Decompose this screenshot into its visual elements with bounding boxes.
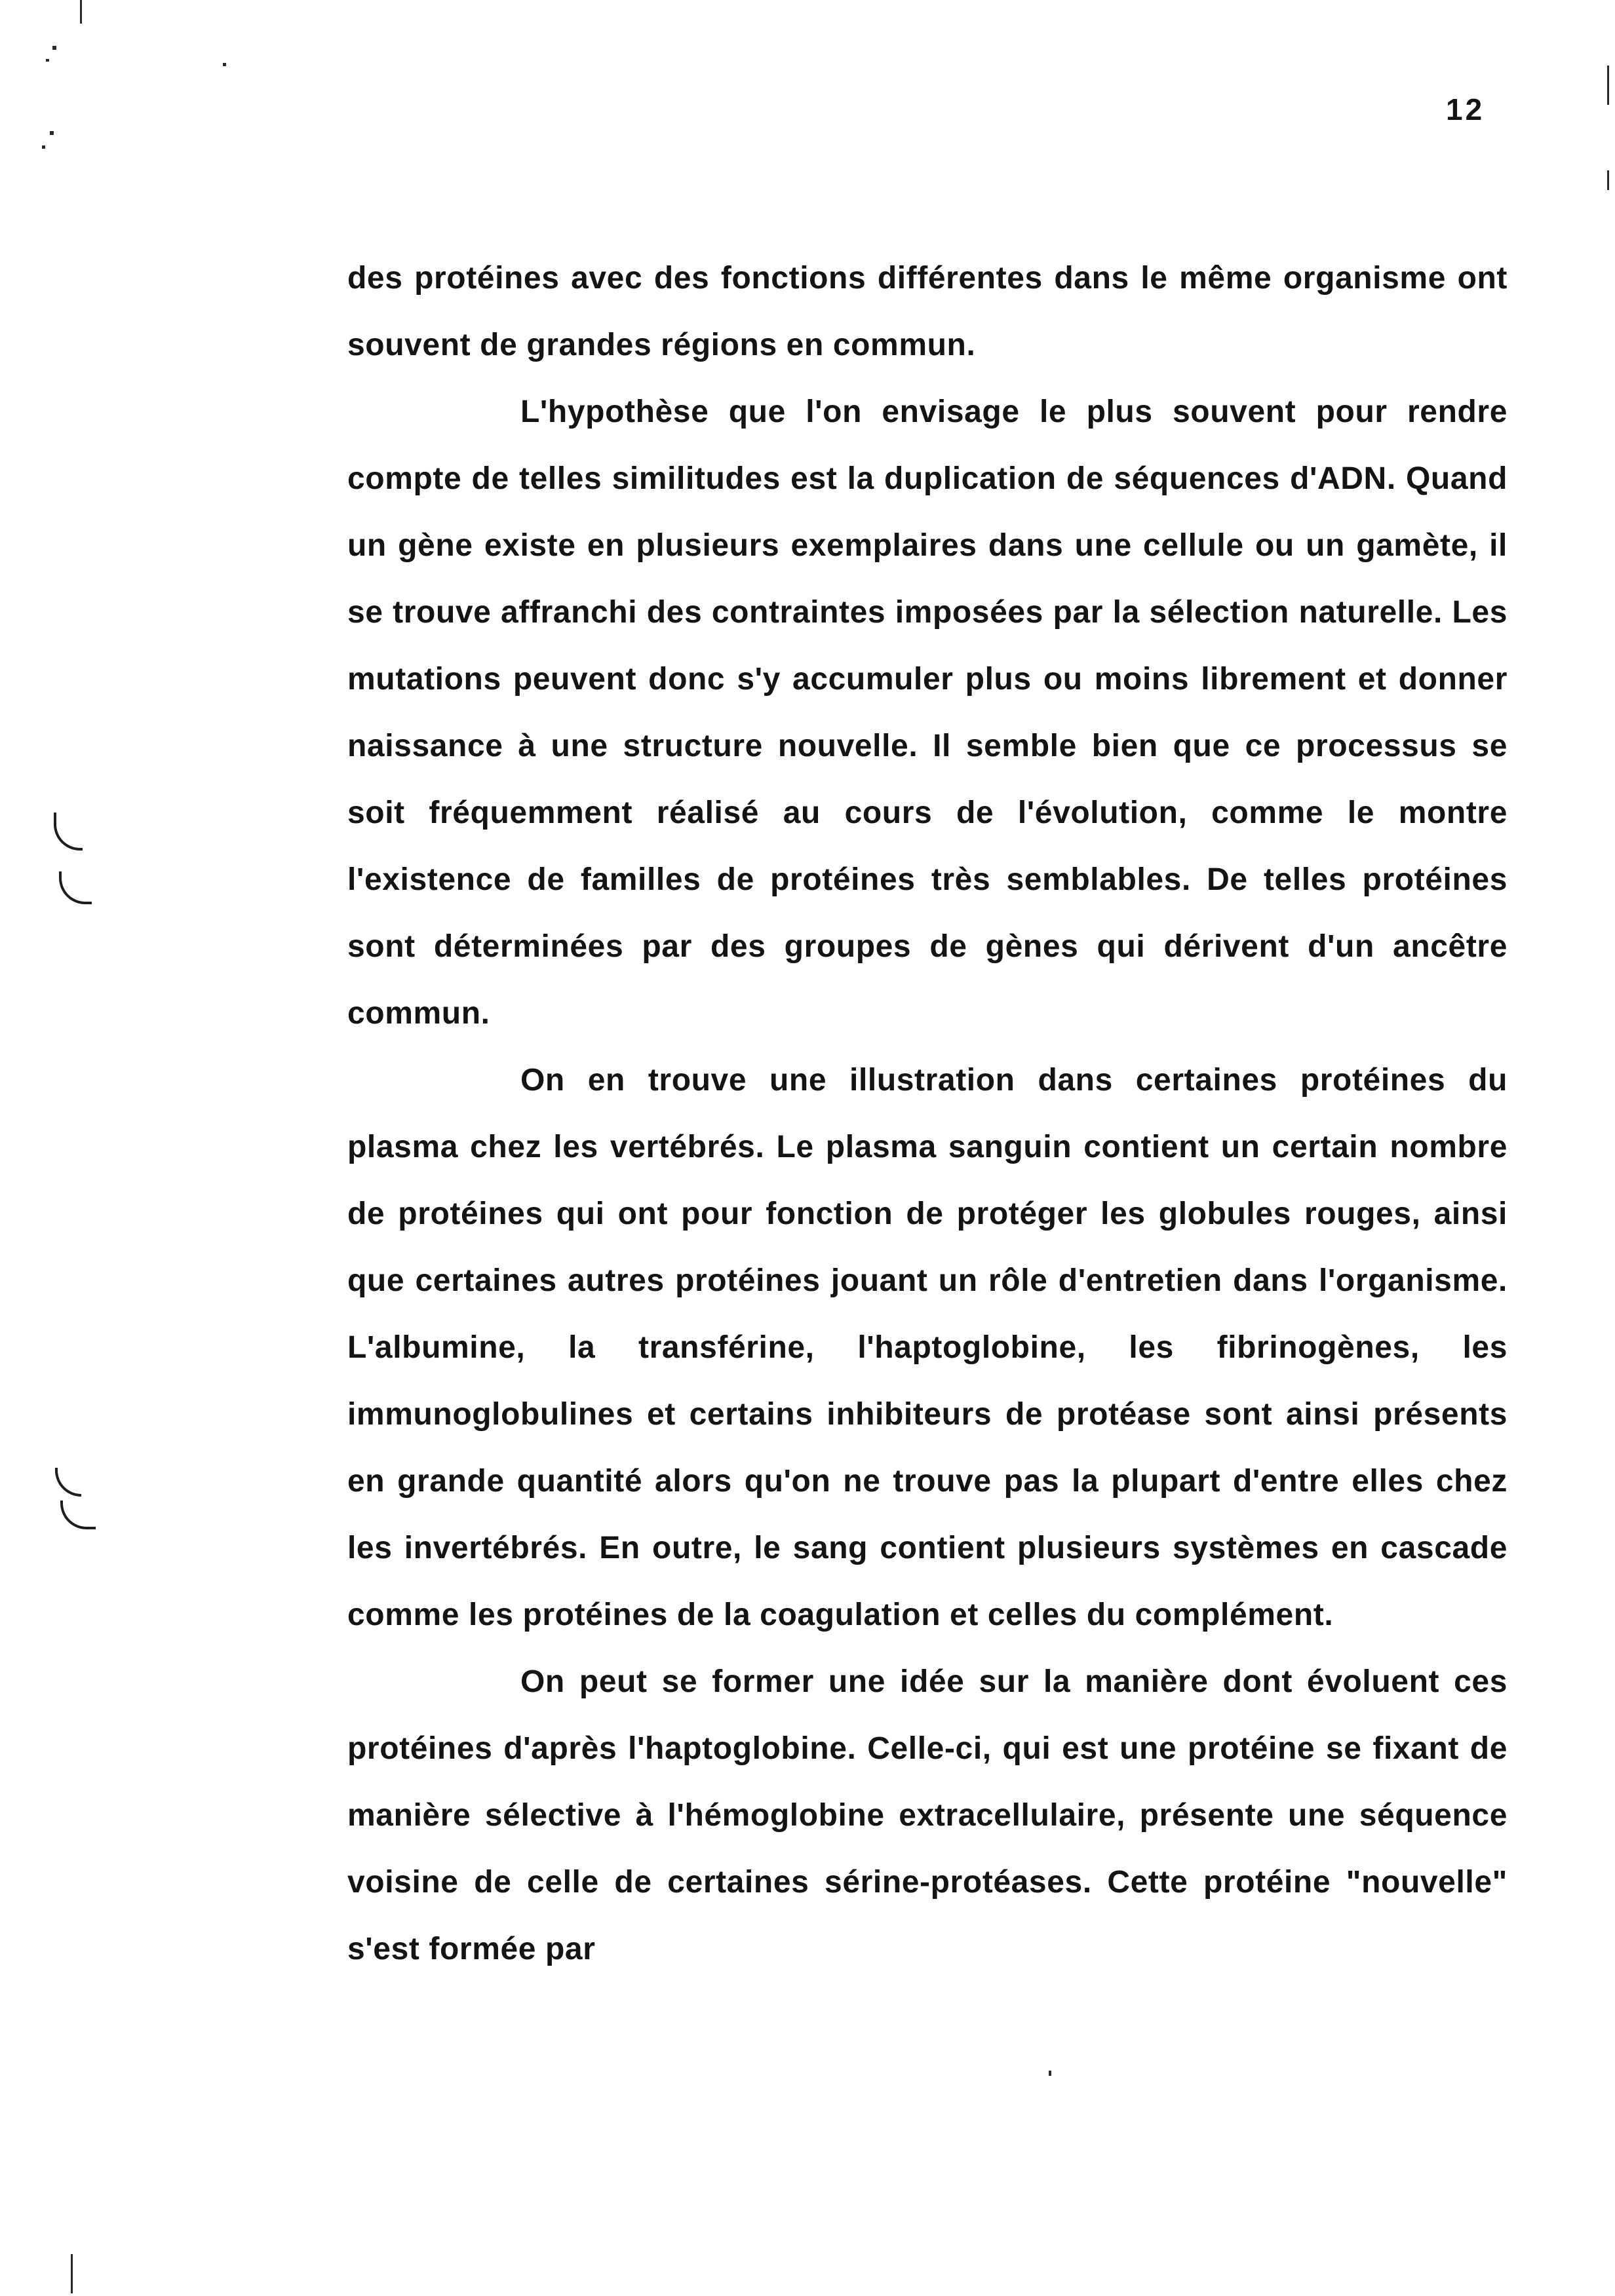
paragraph: On en trouve une illustration dans certaines protéines du plasma chez les vertébrés. Le plasma sanguin contient un certain nombre de protéines qui ont pour fonction de protéger les globules rouges, ainsi que certaines autres protéines jouant un rôle d'entretien dans l'organisme. L'albumine, la transférine, l'haptoglobine, les fibrinogènes, les immunoglobulines et certains inhibiteurs de protéase sont ainsi présents en grande quantité alors qu'on ne trouve pas la plupart d'entre elles chez les invertébrés. En outre, le sang contient plusieurs systèmes en cascade comme les protéines de la coagulation et celles du complément. <box>347 1063 1508 1632</box>
binding-mark <box>60 1501 96 1529</box>
binding-mark <box>59 871 92 904</box>
paragraph: des protéines avec des fonctions différentes dans le même organisme ont souvent de grandes régions en commun. <box>347 261 1508 362</box>
paragraph: L'hypothèse que l'on envisage le plus souvent pour rendre compte de telles similitudes est la duplication de séquences d'ADN. Quand un gène existe en plusieurs exemplaires dans une cellule ou un gamète, il se trouve affranchi des contraintes imposées par la sélection naturelle. Les mutations peuvent donc s'y accumuler plus ou moins librement et donner naissance à une structure nouvelle. Il semble bien que ce processus se soit fréquemment réalisé au cours de l'évolution, comme le montre l'existence de familles de protéines très semblables. De telles protéines sont déterminées par des groupes de gènes qui dérivent d'un ancêtre commun. <box>347 394 1508 1031</box>
scan-speck <box>50 131 54 135</box>
binding-mark <box>54 813 83 851</box>
scan-speck <box>1049 2071 1051 2076</box>
scan-speck <box>223 63 226 66</box>
binding-mark <box>55 1468 81 1497</box>
scan-speck <box>1607 66 1609 105</box>
scan-speck <box>46 59 49 62</box>
scan-speck <box>42 145 45 149</box>
paragraph: On peut se former une idée sur la manière dont évoluent ces protéines d'après l'haptoglobine. Celle-ci, qui est une protéine se fixant de manière sélective à l'hémoglobine extracellulaire, présente une séquence voisine de celle de certaines sérine-protéases. Cette protéine "nouvelle" s'est formée par <box>347 1664 1508 1966</box>
scan-speck <box>52 46 56 50</box>
scan-speck <box>80 0 82 24</box>
body-text <box>347 245 1508 1983</box>
scan-speck <box>1607 170 1609 190</box>
page-number: 12 <box>1446 92 1485 126</box>
scan-speck <box>71 2254 73 2293</box>
